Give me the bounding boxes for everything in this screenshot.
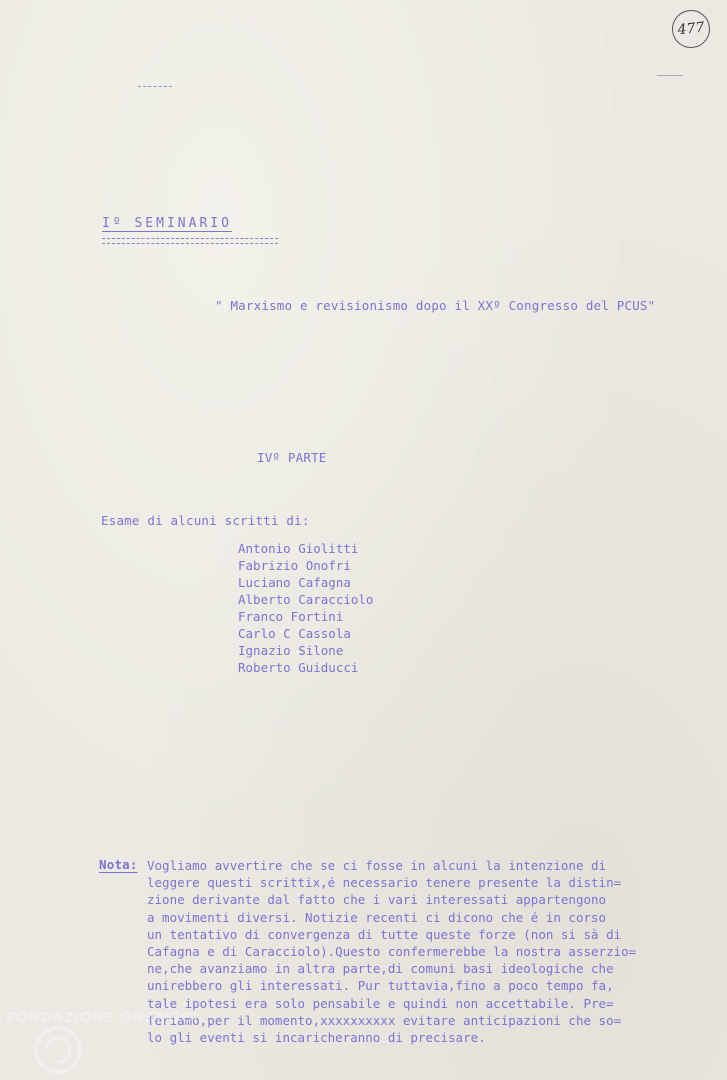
authors-intro: Esame di alcuni scritti di:	[101, 513, 310, 528]
note-line: feriamo,per il momento,xxxxxxxxxx evitare anticipazioni che so=	[147, 1012, 622, 1028]
author-item: Antonio Giolitti	[238, 541, 359, 556]
heading-double-underline	[102, 238, 278, 244]
page-number-stamp: 477	[670, 8, 712, 50]
fondazione-gramsci-watermark	[6, 998, 199, 1078]
author-item: Roberto Guiducci	[238, 660, 359, 675]
note-line: lo gli eventi si incaricheranno di precisare.	[147, 1030, 486, 1046]
seminar-subtitle: " Marxismo e revisionismo dopo il XXº Congresso del PCUS"	[215, 298, 656, 313]
author-item: Carlo C Cassola	[238, 626, 351, 641]
author-item: Alberto Caracciolo	[238, 592, 374, 607]
authors-list	[238, 540, 373, 676]
part-label: IVº PARTE	[257, 450, 327, 465]
note-paragraph	[147, 857, 636, 1046]
note-line: Vogliamo avvertire che se ci fosse in alcuni la intenzione di	[147, 858, 607, 873]
pencil-dash-mark	[657, 75, 683, 76]
note-line: ne,che avanziamo in altra parte,di comuni basi ideologiche che	[147, 961, 614, 977]
author-item: Fabrizio Onofri	[238, 558, 351, 573]
note-line: zione derivante dal fatto che i vari interessati appartengono	[147, 892, 607, 908]
note-line: a movimenti diversi. Notizie recenti ci dicono che é in corso	[147, 909, 607, 925]
seminar-heading: Iº SEMINARIO	[102, 216, 232, 231]
author-item: Ignazio Silone	[238, 643, 344, 658]
typed-dash-mark	[138, 86, 172, 87]
note-line: leggere questi scrittix,é necessario tenere presente la distin=	[147, 875, 622, 891]
author-item: Franco Fortini	[238, 609, 344, 624]
note-line: Cafagna e di Caracciolo).Questo confermerebbe la nostra asserzio=	[147, 944, 637, 960]
author-item: Luciano Cafagna	[238, 575, 351, 590]
watermark-text: FONDAZIONE GRAMSCI	[6, 1009, 199, 1026]
note-line: un tentativo di convergenza di tutte queste forze (non si sà di	[147, 926, 622, 942]
note-label: Nota:	[99, 857, 138, 872]
note-line: tale ipotesi era solo pensabile e quindi non accettabile. Pre=	[147, 995, 614, 1011]
note-line: unirebbero gli interessati. Pur tuttavia,fino a poco tempo fa,	[147, 978, 614, 994]
